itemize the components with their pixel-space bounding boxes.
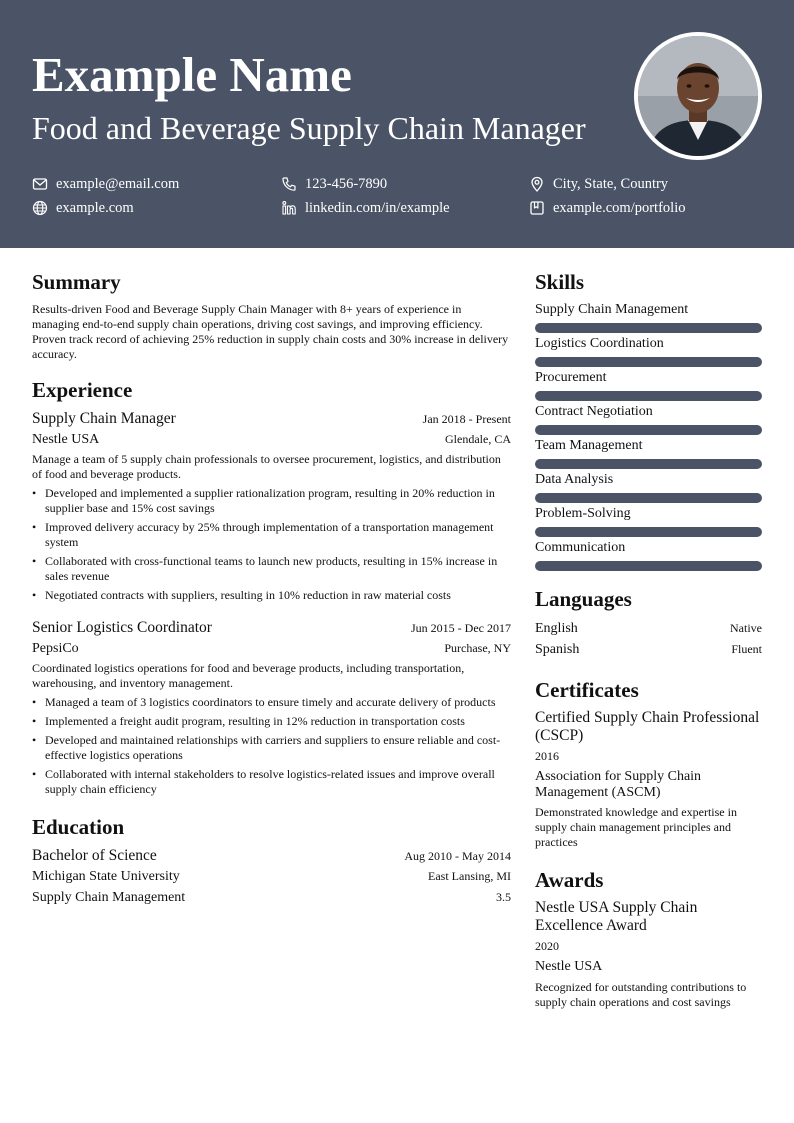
job-location: Purchase, NY	[444, 641, 511, 655]
school: Michigan State University	[32, 869, 180, 884]
list-item: • Developed and implemented a supplier rationalization program, resulting in 20% reduction in supplier base and 15% cost savings	[32, 486, 511, 516]
job-company: PepsiCo	[32, 641, 79, 656]
summary-heading: Summary	[32, 270, 121, 294]
list-item: • Negotiated contracts with suppliers, resulting in 10% reduction in raw material costs	[32, 588, 511, 603]
envelope-icon	[32, 176, 48, 192]
school-location: East Lansing, MI	[428, 869, 511, 883]
skill-level-bar	[535, 459, 762, 469]
language-level: Native	[730, 621, 762, 635]
job-entry	[32, 408, 511, 603]
left-column	[32, 268, 511, 908]
contact-location	[529, 175, 668, 193]
resume-header	[0, 0, 794, 248]
right-column	[535, 268, 762, 1010]
gpa: 3.5	[496, 890, 511, 904]
skill-name: Communication	[535, 540, 626, 555]
certificate-item	[535, 709, 762, 850]
skills-list	[535, 301, 762, 571]
map-pin-icon	[529, 176, 545, 192]
education-heading: Education	[32, 815, 125, 839]
skill-level-bar	[535, 527, 762, 537]
contact-website[interactable]	[32, 199, 134, 217]
certificate-description: Demonstrated knowledge and expertise in supply chain management principles and practices	[535, 805, 737, 849]
languages-section	[535, 585, 762, 660]
list-item: • Managed a team of 3 logistics coordinators to ensure timely and accurate delivery of products	[32, 695, 511, 710]
award-title: Nestle USA Supply Chain Excellence Award	[535, 899, 698, 934]
award-issuer: Nestle USA	[535, 959, 603, 974]
candidate-title: Food and Beverage Supply Chain Manager	[32, 110, 586, 146]
skill-name: Team Management	[535, 438, 643, 453]
language-name: Spanish	[535, 642, 580, 657]
job-bullets	[32, 695, 511, 797]
certificates-section	[535, 676, 762, 850]
job-company: Nestle USA	[32, 432, 100, 447]
experience-heading: Experience	[32, 378, 133, 402]
list-item: • Improved delivery accuracy by 25% through implementation of a transportation management system	[32, 520, 511, 550]
skill-level-bar	[535, 391, 762, 401]
globe-icon	[32, 200, 48, 216]
summary-section	[32, 268, 511, 362]
contact-portfolio[interactable]	[529, 199, 685, 217]
skill-name: Problem-Solving	[535, 506, 631, 521]
contact-location-text: City, State, Country	[553, 176, 669, 192]
job-description: Coordinated logistics operations for food and beverage products, including transportation, warehousing, and inventory management.	[32, 661, 465, 690]
certificate-title: Certified Supply Chain Professional (CSCP)	[535, 709, 760, 744]
education-dates: Aug 2010 - May 2014	[404, 849, 511, 863]
skill-level-bar	[535, 561, 762, 571]
degree: Bachelor of Science	[32, 847, 157, 864]
job-dates: Jun 2015 - Dec 2017	[411, 621, 511, 635]
job-location: Glendale, CA	[445, 432, 511, 446]
list-item: • Collaborated with internal stakeholders to resolve logistics-related issues and improve overall supply chain efficiency	[32, 767, 511, 797]
contact-email-text: example@email.com	[56, 176, 180, 192]
job-bullets	[32, 486, 511, 603]
language-level: Fluent	[731, 642, 762, 656]
skills-heading: Skills	[535, 270, 585, 294]
skills-section	[535, 268, 762, 571]
skill-item	[535, 471, 762, 503]
list-item: • Developed and maintained relationships with carriers and suppliers to ensure reliable and cost-effective logistics operations	[32, 733, 511, 763]
skill-item	[535, 369, 762, 401]
skill-item	[535, 539, 762, 571]
languages-heading: Languages	[535, 587, 632, 611]
award-description: Recognized for outstanding contributions to supply chain operations and cost savings	[535, 980, 747, 1009]
language-item	[535, 639, 762, 660]
skill-item	[535, 437, 762, 469]
contact-linkedin-text: linkedin.com/in/example	[305, 200, 450, 216]
education-entry	[32, 845, 511, 908]
skill-name: Supply Chain Management	[535, 302, 689, 317]
skill-name: Logistics Coordination	[535, 336, 664, 351]
experience-section	[32, 376, 511, 797]
contact-phone-text: 123-456-7890	[305, 176, 388, 192]
contact-portfolio-text: example.com/portfolio	[553, 200, 686, 216]
candidate-name: Example Name	[32, 47, 352, 102]
contact-email[interactable]	[32, 175, 179, 193]
job-dates: Jan 2018 - Present	[422, 412, 511, 426]
awards-section	[535, 866, 762, 1010]
certificates-heading: Certificates	[535, 678, 639, 702]
job-title: Supply Chain Manager	[32, 410, 176, 427]
field-of-study: Supply Chain Management	[32, 890, 186, 905]
skill-name: Data Analysis	[535, 472, 614, 487]
skill-level-bar	[535, 357, 762, 367]
summary-text: Results-driven Food and Beverage Supply Chain Manager with 8+ years of experience in managing end-to-end supply chain operations, driving cost savings, and improving efficiency. Proven track record of achieving 25% reduction in supply chain costs and 30% increase in delivery accuracy.	[32, 302, 509, 361]
linkedin-icon	[281, 200, 297, 216]
awards-heading: Awards	[535, 868, 604, 892]
skill-item	[535, 505, 762, 537]
skill-name: Contract Negotiation	[535, 404, 653, 419]
skill-name: Procurement	[535, 370, 607, 385]
profile-photo	[634, 32, 762, 160]
language-name: English	[535, 621, 578, 636]
skill-item	[535, 335, 762, 367]
portfolio-icon	[529, 200, 545, 216]
certificate-year: 2016	[535, 749, 559, 763]
skill-item	[535, 301, 762, 333]
job-entry	[32, 617, 511, 797]
education-section	[32, 813, 511, 908]
award-year: 2020	[535, 939, 559, 953]
list-item: • Implemented a freight audit program, resulting in 12% reduction in transportation costs	[32, 714, 511, 729]
skill-level-bar	[535, 425, 762, 435]
language-item	[535, 618, 762, 639]
skill-level-bar	[535, 493, 762, 503]
contact-phone[interactable]	[281, 175, 387, 193]
certificate-issuer: Association for Supply Chain Management (ASCM)	[535, 769, 702, 800]
skill-level-bar	[535, 323, 762, 333]
award-item	[535, 899, 762, 1010]
phone-icon	[281, 176, 297, 192]
job-description: Manage a team of 5 supply chain professionals to oversee procurement, logistics, and distribution of food and beverage products.	[32, 452, 501, 481]
person-portrait-icon	[638, 36, 758, 156]
contact-linkedin[interactable]	[281, 199, 450, 217]
skill-item	[535, 403, 762, 435]
job-title: Senior Logistics Coordinator	[32, 619, 212, 636]
contact-website-text: example.com	[56, 200, 134, 216]
list-item: • Collaborated with cross-functional teams to launch new products, resulting in 15% increase in sales revenue	[32, 554, 511, 584]
